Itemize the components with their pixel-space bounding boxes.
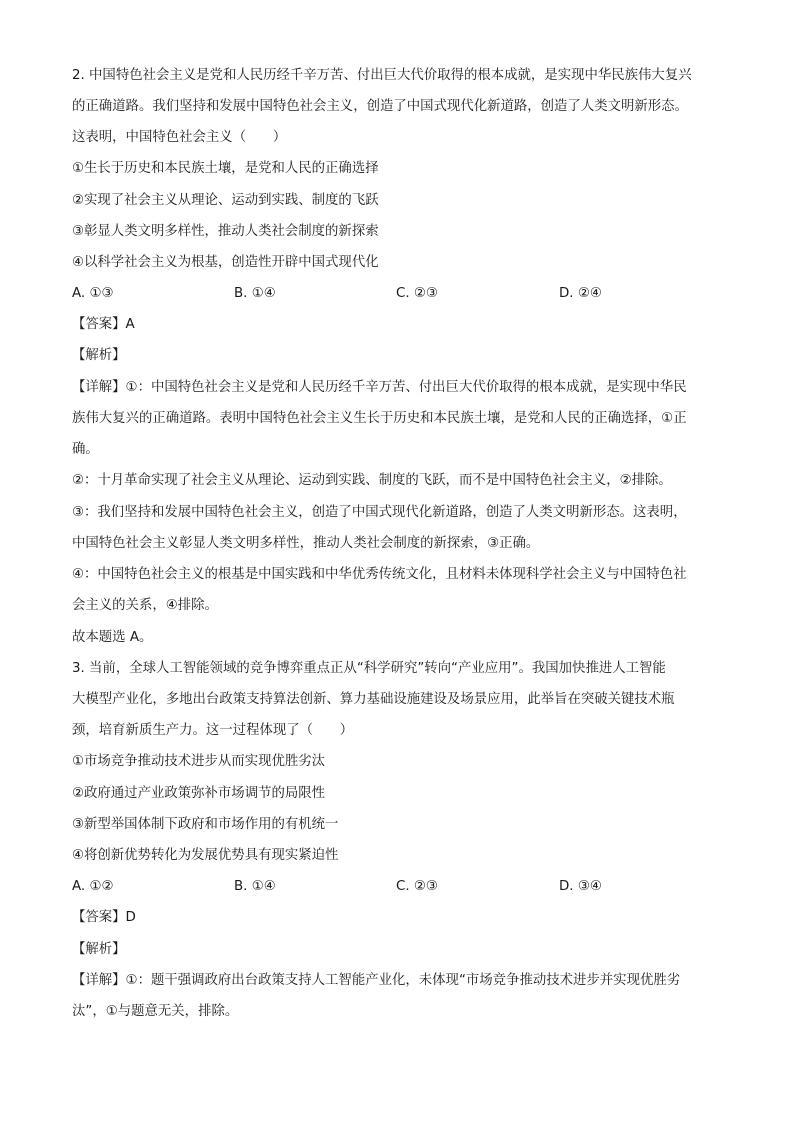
question-2-item-2: ②实现了社会主义从理论、运动到实践、制度的飞跃	[72, 193, 379, 208]
question-3-item-4: ④将创新优势转化为发展优势具有现实紧迫性	[72, 848, 339, 863]
question-3-option-b: B. ①④	[234, 879, 276, 894]
question-3-stem-line-3: 颈，培育新质生产力。这一过程体现了（ ）	[72, 723, 354, 738]
question-3-option-c: C. ②③	[396, 879, 438, 894]
question-2-option-d: D. ②④	[559, 286, 602, 301]
question-2-conclusion: 故本题选 A。	[72, 630, 153, 645]
question-2-stem-line-3: 这表明，中国特色社会主义（ ）	[72, 130, 287, 145]
question-2-detail-line-2: 族伟大复兴的正确道路。表明中国特色社会主义生长于历史和本民族土壤，是党和人民的正确选择，①正	[72, 411, 687, 426]
question-2-stem-line-1: 2. 中国特色社会主义是党和人民历经千辛万苦、付出巨大代价取得的根本成就，是实现中华民族伟大复兴	[72, 68, 692, 83]
question-3-item-1: ①市场竞争推动技术进步从而实现优胜劣汰	[72, 754, 326, 769]
question-3-detail-line-1: 【详解】①：题干强调政府出台政策支持人工智能产业化，未体现“市场竞争推动技术进步并实现优胜劣	[72, 973, 681, 988]
question-2-item-4: ④以科学社会主义为根基，创造性开辟中国式现代化	[72, 255, 379, 270]
question-2-stem-line-2: 的正确道路。我们坚持和发展中国特色社会主义，创造了中国式现代化新道路，创造了人类文明新形态。	[72, 99, 688, 114]
question-2-detail-line-4: ②：十月革命实现了社会主义从理论、运动到实践、制度的飞跃，而不是中国特色社会主义，②排除。	[72, 473, 672, 488]
question-2-option-c: C. ②③	[396, 286, 438, 301]
question-3-analysis-heading: 【解析】	[72, 942, 126, 957]
question-3-stem-line-1: 3. 当前，全球人工智能领域的竞争博弈重点正从“科学研究”转向“产业应用”。我国加快推进人工智能	[72, 661, 666, 676]
question-3-option-d: D. ③④	[559, 879, 602, 894]
question-2-answer: 【答案】A	[72, 317, 135, 332]
question-2-detail-line-5: ③：我们坚持和发展中国特色社会主义，创造了中国式现代化新道路，创造了人类文明新形态。这表明，	[72, 505, 687, 520]
question-3-answer: 【答案】D	[72, 910, 136, 925]
question-2-detail-line-6: 中国特色社会主义彰显人类文明多样性，推动人类社会制度的新探索，③正确。	[72, 536, 540, 551]
question-3-detail-line-2: 汰”，①与题意无关，排除。	[72, 1004, 239, 1019]
question-2-option-b: B. ①④	[234, 286, 276, 301]
question-2-detail-line-7: ④：中国特色社会主义的根基是中国实践和中华优秀传统文化，且材料未体现科学社会主义与中国特色社	[72, 567, 687, 582]
question-2-detail-line-3: 确。	[72, 442, 99, 457]
question-2-item-3: ③彰显人类文明多样性，推动人类社会制度的新探索	[72, 224, 379, 239]
question-2-detail-line-8: 会主义的关系，④排除。	[72, 598, 218, 613]
question-2-item-1: ①生长于历史和本民族土壤，是党和人民的正确选择	[72, 161, 379, 176]
question-3-item-3: ③新型举国体制下政府和市场作用的有机统一	[72, 817, 339, 832]
question-3-item-2: ②政府通过产业政策弥补市场调节的局限性	[72, 786, 326, 801]
question-2-option-a: A. ①③	[72, 286, 114, 301]
question-3-option-a: A. ①②	[72, 879, 114, 894]
question-2-analysis-heading: 【解析】	[72, 348, 126, 363]
question-2-detail-line-1: 【详解】①：中国特色社会主义是党和人民历经千辛万苦、付出巨大代价取得的根本成就，是实现中华民	[72, 380, 687, 395]
question-3-stem-line-2: 大模型产业化，多地出台政策支持算法创新、算力基础设施建设及场景应用，此举旨在突破关键技术瓶	[72, 692, 675, 707]
